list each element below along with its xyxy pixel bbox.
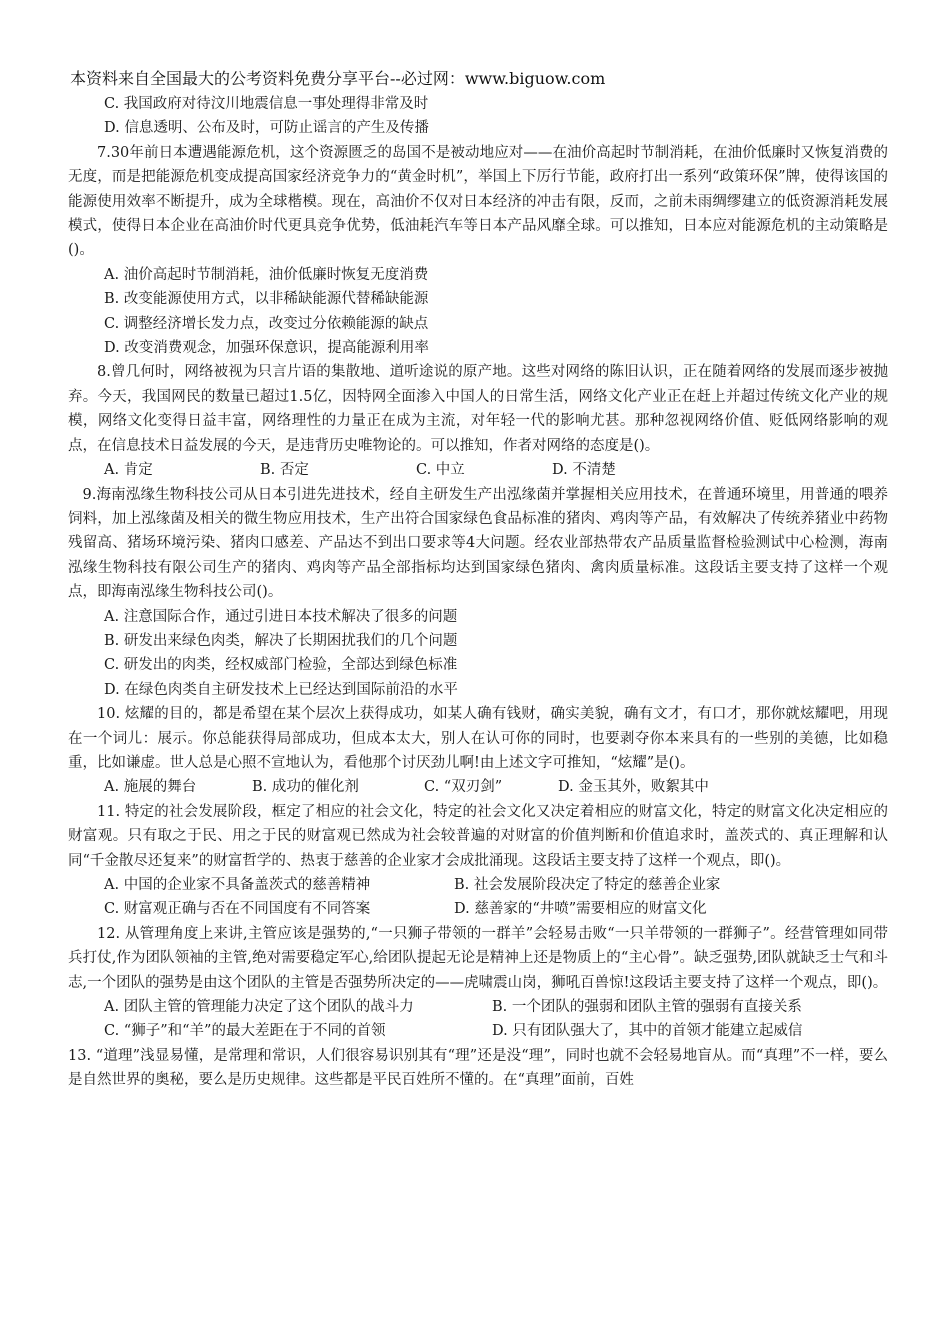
q9-stem: 9.海南泓缘生物科技公司从日本引进先进技术，经自主研发生产出泓缘菌并掌握相关应用技术，在普通环境里，用普通的喂养饲料，加上泓缘菌及相关的微生物应用技术，生产出符合国家绿色食品标准的猪肉、鸡肉等产品，有效解决了传统养猪业中药物残留高、猪场环境污染、猪肉口感差、产品达不到出口要求等4大问题。经农业部热带农产品质量监督检验测试中心检测，海南泓缘生物科技有限公司生产的猪肉、鸡肉等产品全部指标均达到国家绿色猪肉、禽肉质量标准。这段话主要支持了这样一个观点，即海南泓缘生物科技公司()。 — [68, 486, 888, 601]
q12-option-a: A. 团队主管的管理能力决定了这个团队的战斗力 — [104, 999, 414, 1016]
q7-option-b: B. 改变能源使用方式，以非稀缺能源代替稀缺能源 — [104, 291, 429, 308]
q12-options-row2 — [68, 1019, 888, 1043]
q7-option-d: D. 改变消费观念，加强环保意识，提高能源利用率 — [104, 340, 429, 357]
q8-option-c: C. 中立 — [416, 462, 465, 479]
q10-option-b: B. 成功的催化剂 — [252, 779, 359, 796]
q11-stem: 11. 特定的社会发展阶段，框定了相应的社会文化，特定的社会文化又决定着相应的财富文化，特定的财富文化决定相应的财富观。只有取之于民、用之于民的财富观已然成为社会较普遍的对财富的价值判断和价值追求时，盖茨式的、真正理解和认同“千金散尽还复来”的财富哲学的、热衷于慈善的企业家才会成批涌现。这段话主要支持了这样一个观点，即()。 — [68, 803, 888, 869]
q10-option-a: A. 施展的舞台 — [104, 779, 197, 796]
q8-option-b: B. 否定 — [260, 462, 309, 479]
q6-option-d: D. 信息透明、公布及时，可防止谣言的产生及传播 — [104, 120, 429, 137]
q9-option-d: D. 在绿色肉类自主研发技术上已经达到国际前沿的水平 — [104, 681, 458, 698]
q8-stem: 8.曾几何时，网络被视为只言片语的集散地、道听途说的原产地。这些对网络的陈旧认识，正在随着网络的发展而逐步被抛弃。今天，我国网民的数量已超过1.5亿，因特网全面渗入中国人的日常生活，网络文化产业正在赶上并超过传统文化产业的规模，网络文化变得日益丰富，网络理性的力量正在成为主流，对年轻一代的影响尤甚。那种忽视网络价值、贬低网络影响的观点，在信息技术日益发展的今天，是违背历史唯物论的。可以推知，作者对网络的态度是()。 — [68, 364, 888, 454]
source-header: 本资料来自全国最大的公考资料免费分享平台--必过网：www.biguow.com — [70, 69, 606, 88]
q12-option-c: C. “狮子”和“羊”的最大差距在于不同的首领 — [104, 1023, 386, 1040]
q7-option-c: C. 调整经济增长发力点，改变过分依赖能源的缺点 — [104, 315, 429, 332]
q11-option-b: B. 社会发展阶段决定了特定的慈善企业家 — [454, 877, 721, 893]
q9-option-c: C. 研发出的肉类，经权威部门检验，全部达到绿色标准 — [104, 657, 458, 674]
q8-options — [68, 458, 888, 482]
q11-option-c: C. 财富观正确与否在不同国度有不同答案 — [104, 901, 371, 918]
q10-options — [68, 775, 888, 799]
q9-option-b: B. 研发出来绿色肉类，解决了长期困扰我们的几个问题 — [104, 632, 458, 649]
q8-option-d: D. 不清楚 — [552, 462, 616, 479]
q10-option-d: D. 金玉其外，败絮其中 — [558, 779, 709, 796]
q10-stem: 10. 炫耀的目的，都是希望在某个层次上获得成功，如某人确有钱财，确实美貌，确有文才，有口才，那你就炫耀吧，用现在一个词儿：展示。你总能获得局部成功，但成本太大，别人在认可你的同时，也要剥夺你本来具有的一些别的美德，比如稳重，比如谦虚。世人总是心照不宣地认为，看他那个讨厌劲儿啊!由上述文字可推知，“炫耀”是()。 — [68, 706, 888, 771]
q10-option-c: C. “双刃剑” — [424, 779, 503, 796]
q11-option-d: D. 慈善家的“井喷”需要相应的财富文化 — [454, 901, 707, 918]
q9-option-a: A. 注意国际合作，通过引进日本技术解决了很多的问题 — [104, 608, 458, 625]
q13-stem: 13. “道理”浅显易懂，是常理和常识，人们很容易识别其有“理”还是没“理”，同时也就不会轻易地盲从。而“真理”不一样，要么是自然世界的奥秘，要么是历史规律。这些都是平民百姓所不懂的。在“真理”面前，百姓 — [68, 1047, 888, 1089]
q8-option-a: A. 肯定 — [104, 462, 153, 479]
q11-options-row2 — [68, 897, 888, 921]
q12-stem: 12. 从管理角度上来讲,主管应该是强势的,“一只狮子带领的一群羊”会轻易击败“一只羊带领的一群狮子”。经营管理如同带兵打仗,作为团队领袖的主管,绝对需要稳定军心,给团队提起无论是精神上还是物质上的“主心骨”。缺乏强势,团队就缺乏士气和斗志,一个团队的强势是由这个团队的主管是否强势所决定的——虎啸震山岗，狮吼百兽惊!这段话主要支持了这样一个观点，即()。 — [68, 925, 888, 991]
q7-stem: 7.30年前日本遭遇能源危机，这个资源匮乏的岛国不是被动地应对——在油价高起时节制消耗，在油价低廉时又恢复消费的无度，而是把能源危机变成提高国家经济竞争力的“黄金时机”，举国上下厉行节能，政府打出一系列“政策环保”牌，使得该国的能源使用效率不断提升，成为全球楷模。现在，高油价不仅对日本经济的冲击有限，反而，之前未雨绸缪建立的低资源消耗发展模式，使得日本企业在高油价时代更具竞争优势，低油耗汽车等日本产品风靡全球。可以推知，日本应对能源危机的主动策略是()。 — [68, 144, 888, 259]
q11-option-a: A. 中国的企业家不具备盖茨式的慈善精神 — [104, 877, 371, 893]
q12-option-d: D. 只有团队强大了，其中的首领才能建立起威信 — [492, 1023, 803, 1040]
q12-options-row1 — [68, 995, 888, 1019]
q6-option-c: C. 我国政府对待汶川地震信息一事处理得非常及时 — [104, 96, 429, 112]
q12-option-b: B. 一个团队的强弱和团队主管的强弱有直接关系 — [492, 999, 802, 1016]
q11-options-row1 — [68, 873, 888, 897]
q7-option-a: A. 油价高起时节制消耗，油价低廉时恢复无度消费 — [104, 266, 429, 283]
